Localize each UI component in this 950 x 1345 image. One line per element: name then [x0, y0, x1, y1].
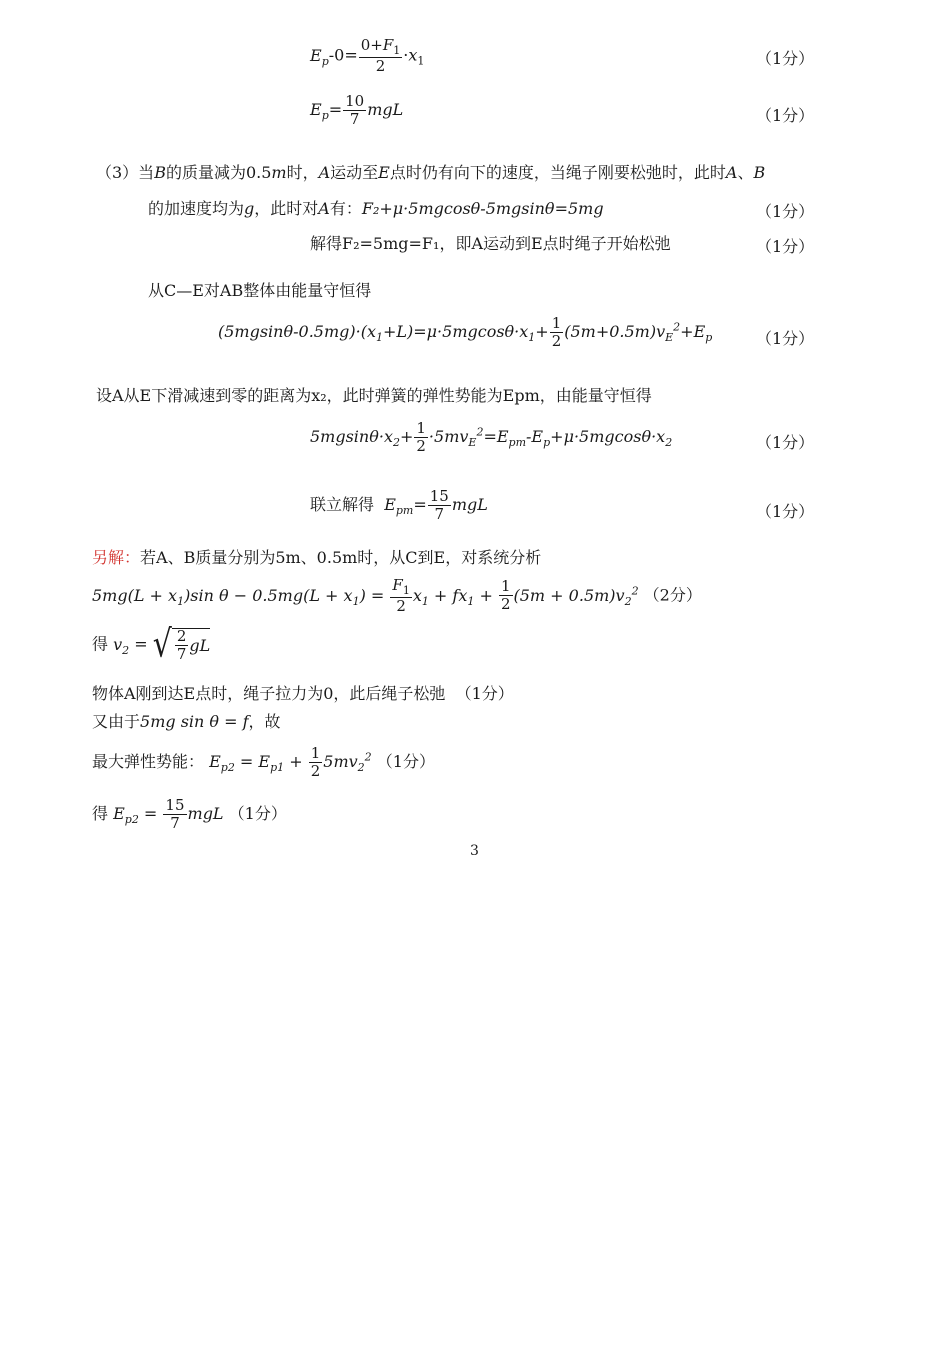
- alt-solution-heading: 另解：若A、B质量分别为5m、0.5m时，从C到E，对系统分析: [92, 548, 542, 567]
- friction-equality-line: 又由于5mg sin θ = f，故: [92, 712, 281, 731]
- final-result-line: 得 $E_{p2}$ = $\frac{15}{7}$ mgL （1分）: [92, 796, 287, 832]
- score-3: （1分）: [756, 202, 815, 221]
- alt-solution-label: 另解：: [92, 548, 141, 567]
- equation-ep-work: $E_p-0=$ $\frac{0+F_1}{2}$ $\cdot x_1$: [310, 36, 425, 75]
- score-5: （1分）: [756, 329, 815, 348]
- alt-energy-equation: $5mg(L + x_1)\sin$ $\theta - 0.5mg(L + x_1)$ = $\frac{F_1}{2}$ $x_1 + fx_1$ + $\frac{1}{2}$ $(5m + 0.5m)v_2^2$ （2分）: [92, 576, 702, 615]
- score-6: （1分）: [756, 433, 815, 452]
- set-x2-line: 设A从E下滑减速到零的距离为x₂，此时弹簧的弹性势能为Epm，由能量守恒得: [96, 386, 652, 405]
- velocity-result: 得 $v_2$ = √ $\frac{2}{7}$ gL: [92, 622, 211, 667]
- rope-slack-line: 物体A刚到达E点时，绳子拉力为0，此后绳子松弛 （1分）: [92, 684, 514, 703]
- joint-solution: 联立解得 $E_{pm}=$ $\frac{15}{7}$ mgL: [310, 487, 488, 523]
- score-4: （1分）: [756, 237, 815, 256]
- equation-ep-result: $E_p=$ $\frac{10}{7}$ mgL: [310, 92, 404, 128]
- score-2: （1分）: [756, 106, 815, 125]
- part3-line2: 的加速度均为g，此时对A有：F₂+μ·5mgcosθ-5mgsinθ=5mg: [148, 199, 604, 218]
- page-number: 3: [470, 843, 479, 859]
- energy-equation-2: $5mgsin\theta\cdot x_2+$ $\frac{1}{2}$ $\cdot 5mv_E^2=E_{pm}-E_p+\mu\cdot 5mgcos\theta\cdot x_2$: [310, 419, 673, 455]
- max-potential-energy-line: 最大弹性势能： $E_{p2} = E_{p1}$ + $\frac{1}{2}$ $5mv_2^2$ （1分）: [92, 744, 435, 780]
- score-1: （1分）: [756, 49, 815, 68]
- score-7: （1分）: [756, 502, 815, 521]
- energy-equation-1: $(5mgsin\theta-0.5mg)\cdot(x_1+L)=\mu\cdot 5mgcos\theta\cdot x_1+$ $\frac{1}{2}$ $(5m+0.5m)v_E^2+E_p$: [218, 314, 713, 350]
- from-c-to-e-line: 从C—E对AB整体由能量守恒得: [148, 281, 372, 300]
- solve-f2-line: 解得F₂=5mg=F₁，即A运动到E点时绳子开始松弛: [310, 234, 671, 253]
- part3-line1: （3）当B的质量减为0.5m时，A运动至E点时仍有向下的速度，当绳子刚要松弛时，此时A、B: [96, 163, 766, 182]
